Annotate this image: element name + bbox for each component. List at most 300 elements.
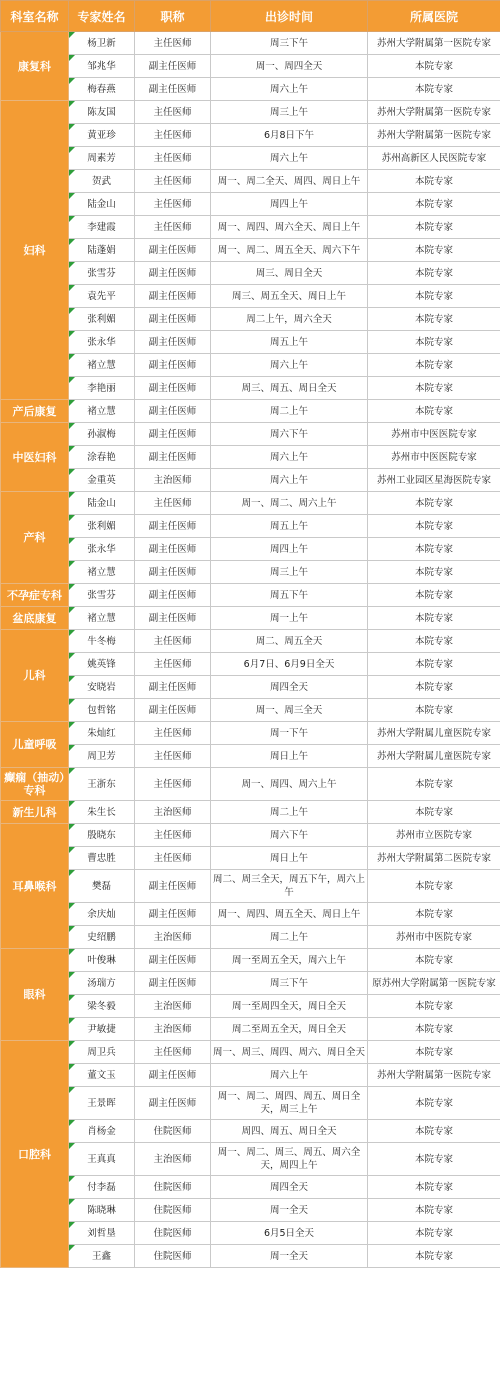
expert-name: 叶俊琳: [87, 954, 116, 966]
expert-name-cell: [69, 469, 135, 492]
corner-marker-icon: [69, 308, 75, 314]
corner-marker-icon: [69, 926, 75, 932]
expert-name: 王浙东: [87, 778, 116, 790]
table-row: [1, 1222, 500, 1245]
corner-marker-icon: [69, 469, 75, 475]
corner-marker-icon: [69, 722, 75, 728]
corner-marker-icon: [69, 193, 75, 199]
expert-name: 周素芳: [87, 152, 116, 164]
hospital-cell: 本院专家: [368, 584, 500, 607]
hospital-cell: 本院专家: [368, 1143, 500, 1176]
hospital-cell: 苏州市立医院专家: [368, 824, 500, 847]
corner-marker-icon: [69, 216, 75, 222]
expert-name: 褚立慧: [87, 359, 116, 371]
expert-name: 张永华: [87, 336, 116, 348]
title-cell: 主任医师: [135, 216, 211, 239]
table-row: [1, 653, 500, 676]
hospital-cell: 本院专家: [368, 239, 500, 262]
schedule-cell: 周一、周二、周六上午: [211, 492, 368, 515]
expert-name: 邹兆华: [87, 60, 116, 72]
department-cell: 癫痫（抽动）专科: [1, 768, 69, 801]
title-cell: 主治医师: [135, 801, 211, 824]
corner-marker-icon: [69, 147, 75, 153]
table-row: [1, 308, 500, 331]
hospital-cell: 本院专家: [368, 1199, 500, 1222]
department-cell: 中医妇科: [1, 423, 69, 492]
hospital-cell: 本院专家: [368, 78, 500, 101]
schedule-cell: 周一至周四全天，周日全天: [211, 995, 368, 1018]
expert-name-cell: [69, 492, 135, 515]
title-cell: 主任医师: [135, 653, 211, 676]
schedule-cell: 周四全天: [211, 1176, 368, 1199]
expert-name-cell: [69, 653, 135, 676]
expert-name: 陈友国: [87, 106, 116, 118]
expert-name: 余庆灿: [87, 908, 116, 920]
expert-name: 史绍鹏: [87, 931, 116, 943]
table-row: [1, 492, 500, 515]
schedule-cell: 周三、周五、周日全天: [211, 377, 368, 400]
table-row: [1, 285, 500, 308]
schedule-cell: 周二、周五全天: [211, 630, 368, 653]
expert-name: 董文玉: [87, 1069, 116, 1081]
schedule-cell: 6月8日下午: [211, 124, 368, 147]
title-cell: 副主任医师: [135, 423, 211, 446]
expert-name-cell: [69, 949, 135, 972]
expert-name-cell: [69, 722, 135, 745]
hospital-cell: 本院专家: [368, 354, 500, 377]
schedule-cell: 周五下午: [211, 584, 368, 607]
corner-marker-icon: [69, 446, 75, 452]
table-row: [1, 216, 500, 239]
expert-name-cell: [69, 55, 135, 78]
title-cell: 住院医师: [135, 1222, 211, 1245]
expert-name-cell: [69, 1199, 135, 1222]
corner-marker-icon: [69, 972, 75, 978]
title-cell: 副主任医师: [135, 676, 211, 699]
schedule-cell: 周一、周四全天: [211, 55, 368, 78]
expert-name-cell: [69, 446, 135, 469]
expert-name: 褚立慧: [87, 405, 116, 417]
expert-name-cell: [69, 1064, 135, 1087]
schedule-cell: 周三上午: [211, 101, 368, 124]
expert-name: 梁冬毅: [87, 1000, 116, 1012]
hospital-cell: 本院专家: [368, 1176, 500, 1199]
corner-marker-icon: [69, 584, 75, 590]
table-row: [1, 377, 500, 400]
schedule-cell: 周一、周三全天: [211, 699, 368, 722]
hospital-cell: 本院专家: [368, 676, 500, 699]
corner-marker-icon: [69, 239, 75, 245]
schedule-cell: 周一、周二、周五全天、周六下午: [211, 239, 368, 262]
title-cell: 主任医师: [135, 630, 211, 653]
title-cell: 住院医师: [135, 1120, 211, 1143]
table-row: [1, 847, 500, 870]
title-cell: 主任医师: [135, 745, 211, 768]
expert-name: 周卫兵: [87, 1046, 116, 1058]
schedule-cell: 周一、周二全天、周四、周日上午: [211, 170, 368, 193]
expert-name: 杨卫新: [87, 37, 116, 49]
title-cell: 住院医师: [135, 1199, 211, 1222]
title-cell: 副主任医师: [135, 78, 211, 101]
corner-marker-icon: [69, 1064, 75, 1070]
title-cell: 住院医师: [135, 1245, 211, 1268]
schedule-cell: 周一、周三、周四、周六、周日全天: [211, 1041, 368, 1064]
schedule-cell: 周二至周五全天，周日全天: [211, 1018, 368, 1041]
corner-marker-icon: [69, 101, 75, 107]
title-cell: 主治医师: [135, 1143, 211, 1176]
title-cell: 副主任医师: [135, 377, 211, 400]
table-row: [1, 972, 500, 995]
schedule-cell: 周二上午: [211, 400, 368, 423]
table-row: [1, 1064, 500, 1087]
title-cell: 主任医师: [135, 32, 211, 55]
corner-marker-icon: [69, 78, 75, 84]
expert-name-cell: [69, 216, 135, 239]
expert-name-cell: [69, 101, 135, 124]
expert-name-cell: [69, 538, 135, 561]
table-row: [1, 1087, 500, 1120]
schedule-cell: 周四上午: [211, 193, 368, 216]
corner-marker-icon: [69, 377, 75, 383]
corner-marker-icon: [69, 949, 75, 955]
schedule-cell: 周日上午: [211, 745, 368, 768]
hospital-cell: 本院专家: [368, 55, 500, 78]
header-expert-name: 专家姓名: [69, 1, 135, 32]
expert-name-cell: [69, 972, 135, 995]
title-cell: 主治医师: [135, 926, 211, 949]
expert-name-cell: [69, 824, 135, 847]
hospital-cell: 本院专家: [368, 331, 500, 354]
hospital-cell: 原苏州大学附属第一医院专家: [368, 972, 500, 995]
schedule-cell: 周五上午: [211, 515, 368, 538]
hospital-cell: 苏州大学附属第一医院专家: [368, 32, 500, 55]
title-cell: 主任医师: [135, 101, 211, 124]
corner-marker-icon: [69, 538, 75, 544]
expert-name: 曹忠胜: [87, 852, 116, 864]
table-row: [1, 824, 500, 847]
corner-marker-icon: [69, 745, 75, 751]
corner-marker-icon: [69, 354, 75, 360]
title-cell: 副主任医师: [135, 446, 211, 469]
expert-name-cell: [69, 903, 135, 926]
table-row: [1, 926, 500, 949]
schedule-cell: 周二上午: [211, 926, 368, 949]
title-cell: 副主任医师: [135, 285, 211, 308]
expert-name: 包哲铭: [87, 704, 116, 716]
table-row: [1, 561, 500, 584]
expert-name: 张雪芬: [87, 267, 116, 279]
table-row: [1, 722, 500, 745]
expert-name: 樊磊: [91, 880, 111, 892]
table-row: [1, 1176, 500, 1199]
schedule-cell: 周六上午: [211, 78, 368, 101]
hospital-cell: 本院专家: [368, 492, 500, 515]
table-row: [1, 630, 500, 653]
expert-name: 张雪芬: [87, 589, 116, 601]
title-cell: 副主任医师: [135, 515, 211, 538]
corner-marker-icon: [69, 170, 75, 176]
schedule-cell: 周一全天: [211, 1199, 368, 1222]
expert-name-cell: [69, 1087, 135, 1120]
expert-name-cell: [69, 515, 135, 538]
title-cell: 副主任医师: [135, 903, 211, 926]
corner-marker-icon: [69, 607, 75, 613]
schedule-cell: 周二上午，周六全天: [211, 308, 368, 331]
hospital-cell: 苏州大学附属第一医院专家: [368, 101, 500, 124]
expert-name-cell: [69, 285, 135, 308]
table-row: [1, 262, 500, 285]
table-row: [1, 400, 500, 423]
hospital-cell: 本院专家: [368, 1018, 500, 1041]
expert-name: 张永华: [87, 543, 116, 555]
expert-name: 肖杨金: [87, 1125, 116, 1137]
corner-marker-icon: [69, 1222, 75, 1228]
corner-marker-icon: [69, 699, 75, 705]
schedule-cell: 周六上午: [211, 147, 368, 170]
corner-marker-icon: [69, 801, 75, 807]
expert-name: 王真真: [87, 1153, 116, 1165]
expert-name-cell: [69, 1143, 135, 1176]
expert-name: 安晓岩: [87, 681, 116, 693]
table-row: [1, 354, 500, 377]
schedule-cell: 周一至周五全天，周六上午: [211, 949, 368, 972]
title-cell: 主任医师: [135, 768, 211, 801]
expert-name: 周卫芳: [87, 750, 116, 762]
schedule-cell: 周五上午: [211, 331, 368, 354]
corner-marker-icon: [69, 995, 75, 1001]
expert-name-cell: [69, 630, 135, 653]
table-row: [1, 193, 500, 216]
title-cell: 主治医师: [135, 1018, 211, 1041]
expert-name-cell: [69, 377, 135, 400]
title-cell: 副主任医师: [135, 949, 211, 972]
table-row: [1, 1120, 500, 1143]
schedule-cell: 周三下午: [211, 972, 368, 995]
expert-name-cell: [69, 354, 135, 377]
table-row: [1, 170, 500, 193]
schedule-cell: 周一、周四、周六全天、周日上午: [211, 216, 368, 239]
hospital-cell: 本院专家: [368, 1120, 500, 1143]
hospital-cell: 本院专家: [368, 400, 500, 423]
expert-name: 王景晖: [87, 1097, 116, 1109]
table-row: [1, 101, 500, 124]
schedule-cell: 周六下午: [211, 824, 368, 847]
hospital-cell: 苏州大学附属第一医院专家: [368, 124, 500, 147]
hospital-cell: 本院专家: [368, 216, 500, 239]
title-cell: 主任医师: [135, 193, 211, 216]
table-row: [1, 423, 500, 446]
title-cell: 副主任医师: [135, 1064, 211, 1087]
corner-marker-icon: [69, 285, 75, 291]
schedule-cell: 周一、周二、周四、周五、周日全天，周三上午: [211, 1087, 368, 1120]
expert-name-cell: [69, 561, 135, 584]
schedule-cell: 周一上午: [211, 607, 368, 630]
table-body: [1, 32, 500, 1268]
corner-marker-icon: [69, 1176, 75, 1182]
department-cell: 耳鼻喉科: [1, 824, 69, 949]
expert-name: 陈晓琳: [87, 1204, 116, 1216]
table-row: [1, 331, 500, 354]
corner-marker-icon: [69, 1199, 75, 1205]
corner-marker-icon: [69, 561, 75, 567]
expert-name: 汤瑞方: [87, 977, 116, 989]
hospital-cell: 本院专家: [368, 285, 500, 308]
table-row: [1, 515, 500, 538]
expert-name: 陆金山: [87, 497, 116, 509]
expert-name-cell: [69, 801, 135, 824]
expert-name-cell: [69, 1245, 135, 1268]
expert-name: 朱灿红: [87, 727, 116, 739]
title-cell: 主治医师: [135, 469, 211, 492]
title-cell: 主任医师: [135, 1041, 211, 1064]
hospital-cell: 本院专家: [368, 561, 500, 584]
expert-name-cell: [69, 124, 135, 147]
table-row: [1, 538, 500, 561]
schedule-cell: 周日上午: [211, 847, 368, 870]
hospital-cell: 本院专家: [368, 1245, 500, 1268]
table-row: [1, 607, 500, 630]
title-cell: 副主任医师: [135, 308, 211, 331]
title-cell: 副主任医师: [135, 239, 211, 262]
expert-name: 张利媚: [87, 520, 116, 532]
title-cell: 副主任医师: [135, 1087, 211, 1120]
table-row: [1, 239, 500, 262]
schedule-cell: 周四、周五、周日全天: [211, 1120, 368, 1143]
hospital-cell: 苏州大学附属儿童医院专家: [368, 722, 500, 745]
expert-name-cell: [69, 78, 135, 101]
expert-name: 涂春艳: [87, 451, 116, 463]
expert-name-cell: [69, 32, 135, 55]
hospital-cell: 本院专家: [368, 653, 500, 676]
hospital-cell: 本院专家: [368, 995, 500, 1018]
expert-name-cell: [69, 768, 135, 801]
corner-marker-icon: [69, 1245, 75, 1251]
title-cell: 主任医师: [135, 170, 211, 193]
expert-name-cell: [69, 1120, 135, 1143]
hospital-cell: 本院专家: [368, 377, 500, 400]
corner-marker-icon: [69, 331, 75, 337]
title-cell: 副主任医师: [135, 262, 211, 285]
hospital-cell: 本院专家: [368, 538, 500, 561]
department-cell: 儿童呼吸: [1, 722, 69, 768]
table-row: [1, 32, 500, 55]
expert-name: 朱生长: [87, 806, 116, 818]
expert-name-cell: [69, 423, 135, 446]
expert-name-cell: [69, 262, 135, 285]
table-row: [1, 676, 500, 699]
header-department: 科室名称: [1, 1, 69, 32]
title-cell: 副主任医师: [135, 972, 211, 995]
expert-name-cell: [69, 870, 135, 903]
table-row: [1, 870, 500, 903]
schedule-cell: 周六上午: [211, 469, 368, 492]
expert-name-cell: [69, 995, 135, 1018]
hospital-cell: 苏州大学附属第二医院专家: [368, 847, 500, 870]
expert-name-cell: [69, 1018, 135, 1041]
title-cell: 副主任医师: [135, 607, 211, 630]
hospital-cell: 本院专家: [368, 949, 500, 972]
corner-marker-icon: [69, 1041, 75, 1047]
hospital-cell: 本院专家: [368, 308, 500, 331]
department-cell: 不孕症专科: [1, 584, 69, 607]
schedule-cell: 周三下午: [211, 32, 368, 55]
corner-marker-icon: [69, 630, 75, 636]
table-row: [1, 903, 500, 926]
table-row: [1, 699, 500, 722]
hospital-cell: 本院专家: [368, 193, 500, 216]
expert-name: 梅春燕: [87, 83, 116, 95]
schedule-cell: 周三、周五全天、周日上午: [211, 285, 368, 308]
title-cell: 主任医师: [135, 124, 211, 147]
expert-name: 金重英: [87, 474, 116, 486]
title-cell: 副主任医师: [135, 870, 211, 903]
department-cell: 盆底康复: [1, 607, 69, 630]
corner-marker-icon: [69, 1087, 75, 1093]
schedule-cell: 6月7日、6月9日全天: [211, 653, 368, 676]
title-cell: 副主任医师: [135, 55, 211, 78]
table-row: [1, 469, 500, 492]
corner-marker-icon: [69, 903, 75, 909]
table-row: [1, 1245, 500, 1268]
table-row: [1, 949, 500, 972]
expert-name-cell: [69, 1222, 135, 1245]
expert-name: 贺武: [91, 175, 111, 187]
corner-marker-icon: [69, 653, 75, 659]
schedule-cell: 周六上午: [211, 446, 368, 469]
expert-name: 孙淑梅: [87, 428, 116, 440]
expert-name-cell: [69, 400, 135, 423]
schedule-cell: 周二、周三全天，周五下午，周六上午: [211, 870, 368, 903]
corner-marker-icon: [69, 492, 75, 498]
hospital-cell: 本院专家: [368, 607, 500, 630]
hospital-cell: 苏州工业园区星海医院专家: [368, 469, 500, 492]
expert-name-cell: [69, 239, 135, 262]
hospital-cell: 本院专家: [368, 1041, 500, 1064]
corner-marker-icon: [69, 824, 75, 830]
expert-name: 殷晓东: [87, 829, 116, 841]
department-cell: 妇科: [1, 101, 69, 400]
title-cell: 主治医师: [135, 995, 211, 1018]
expert-name-cell: [69, 308, 135, 331]
title-cell: 副主任医师: [135, 400, 211, 423]
table-header: [1, 1, 500, 32]
table-row: [1, 768, 500, 801]
schedule-cell: 周三上午: [211, 561, 368, 584]
expert-name: 王鑫: [91, 1250, 111, 1262]
corner-marker-icon: [69, 423, 75, 429]
expert-name: 褚立慧: [87, 566, 116, 578]
title-cell: 副主任医师: [135, 561, 211, 584]
expert-name-cell: [69, 170, 135, 193]
expert-name-cell: [69, 699, 135, 722]
expert-name: 陆蓬娟: [87, 244, 116, 256]
table-row: [1, 1018, 500, 1041]
schedule-cell: 周一、周二、周三、周五、周六全天，周四上午: [211, 1143, 368, 1176]
expert-name-cell: [69, 147, 135, 170]
expert-name: 付李磊: [87, 1181, 116, 1193]
department-cell: 产后康复: [1, 400, 69, 423]
title-cell: 副主任医师: [135, 354, 211, 377]
expert-name: 牛冬梅: [87, 635, 116, 647]
hospital-cell: 本院专家: [368, 515, 500, 538]
expert-name-cell: [69, 676, 135, 699]
schedule-cell: 6月5日全天: [211, 1222, 368, 1245]
department-cell: 新生儿科: [1, 801, 69, 824]
schedule-cell: 周四上午: [211, 538, 368, 561]
table-row: [1, 1041, 500, 1064]
expert-name: 袁先平: [87, 290, 116, 302]
header-hospital: 所属医院: [368, 1, 500, 32]
